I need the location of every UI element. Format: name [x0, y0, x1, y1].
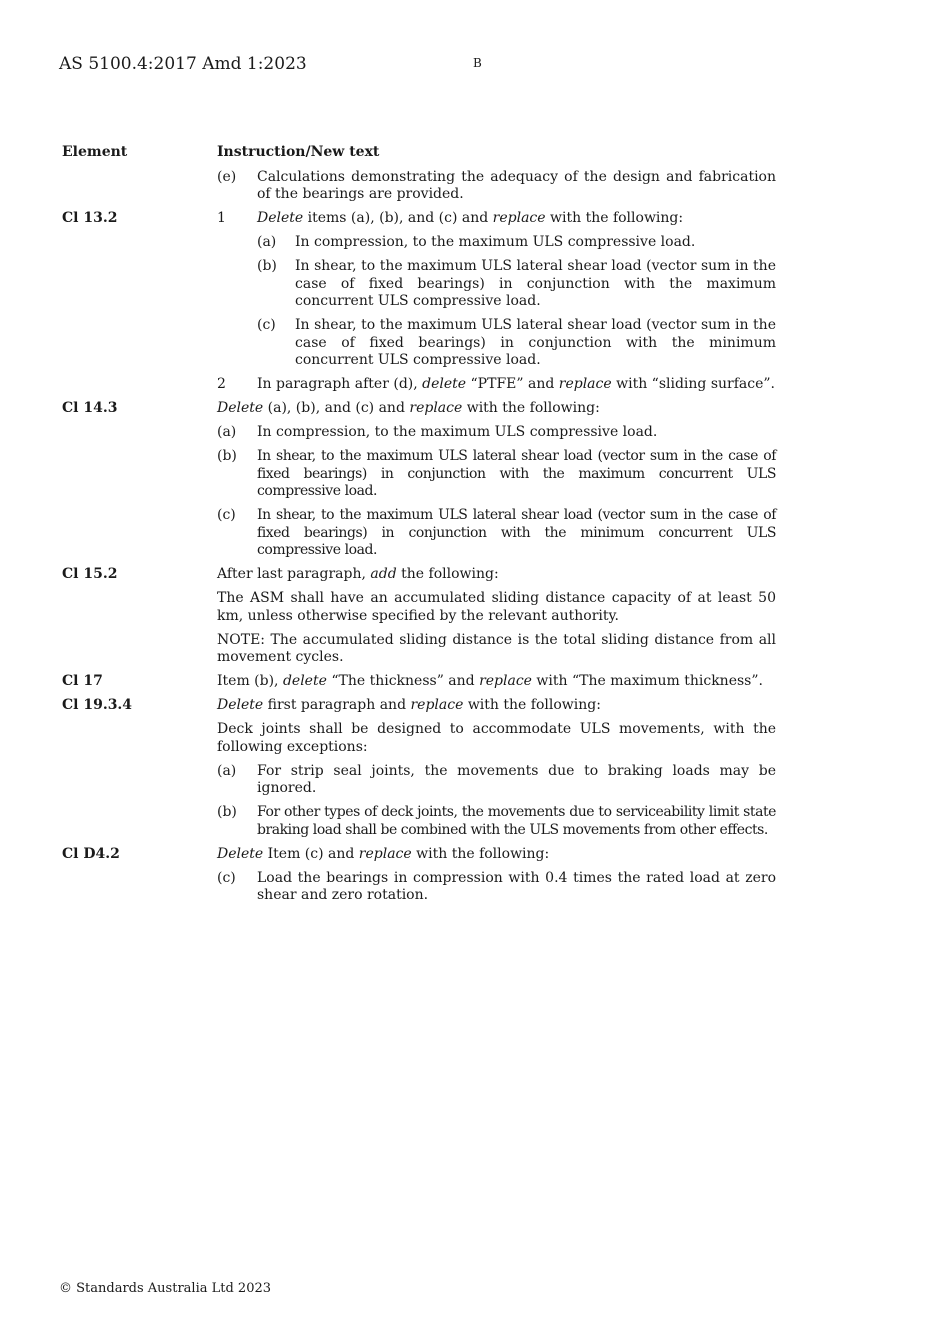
table-row: Cl 19.3.4 Delete first paragraph and replace with the following: Deck joints shall be designed to accommodate ULS movements, with the following exceptions: (a) For strip seal joints, the movements due to braking loads may be ignored. (b) For other types of deck joints, the movements due to serviceability limit state braking load shall be combined with the ULS movements from other effects. [62, 697, 776, 846]
element-cell: Cl 17 [62, 673, 103, 689]
page-letter: B [473, 56, 482, 70]
list-item: (a) In compression, to the maximum ULS compressive load. [257, 234, 696, 250]
list-item: (b) In shear, to the maximum ULS lateral shear load (vector sum in the case of fixed bearings) in conjunction with the maximum concurrent ULS compressive load. [257, 258, 776, 309]
copyright-footer: © Standards Australia Ltd 2023 [59, 1281, 272, 1296]
element-cell: Cl 13.2 [62, 210, 118, 226]
element-cell: Cl 19.3.4 [62, 697, 133, 713]
list-item: (c) In shear, to the maximum ULS lateral shear load (vector sum in the case of fixed bearings) in conjunction with the minimum concurrent ULS compressive load. [257, 317, 776, 368]
list-item: (c) Load the bearings in compression with 0.4 times the rated load at zero shear and zero rotation. [217, 869, 776, 903]
column-header-instruction: Instruction/New text [217, 144, 380, 160]
table-row [62, 210, 776, 400]
amendment-table [62, 144, 776, 911]
column-header-element: Element [62, 144, 128, 160]
list-item: (e) Calculations demonstrating the adequacy of the design and fabrication of the bearings are provided. [217, 168, 776, 202]
element-cell: Cl D4.2 [62, 845, 120, 862]
list-item: 2 In paragraph after (d), delete “PTFE” and replace with “sliding surface”. [217, 376, 775, 392]
list-item: (b) For other types of deck joints, the movements due to serviceability limit state braking load shall be combined with the ULS movements from other effects. [217, 804, 776, 838]
table-row: Cl 14.3 Delete (a), (b), and (c) and replace with the following: (a) In compression, to the maximum ULS compressive load. (b) In shear, to the maximum ULS lateral shear load (vector sum in the case of fixed bearings) in conjunction with the maximum concurrent ULS compressive load. (c) In shear, to the maximum ULS lateral shear load (vector sum in the case of fixed bearings) in conjunction with the minimum concurrent ULS compressive load. [62, 400, 776, 566]
list-item: (c) In shear, to the maximum ULS lateral shear load (vector sum in the case of fixed bearings) in conjunction with the minimum concurrent ULS compressive load. [217, 507, 776, 558]
list-item: (a) For strip seal joints, the movements due to braking loads may be ignored. [217, 762, 776, 796]
document-id: AS 5100.4:2017 Amd 1:2023 [59, 54, 307, 74]
table-row: Cl 17 Item (b), delete “The thickness” and replace with “The maximum thickness”. [62, 673, 776, 697]
table-header-row [62, 144, 776, 162]
table-row: Cl D4.2 Delete Item (c) and replace with the following: (c) Load the bearings in compression with 0.4 times the rated load at zero shear and zero rotation. [62, 846, 776, 912]
table-row [62, 169, 776, 211]
list-item: 1 Delete items (a), (b), and (c) and replace with the following: [217, 210, 684, 226]
list-item: (a) In compression, to the maximum ULS compressive load. [217, 424, 658, 440]
table-row: Cl 15.2 After last paragraph, add the following: The ASM shall have an accumulated sliding distance capacity of at least 50 km, unless otherwise specified by the relevant authority. NOTE: The accumulated sliding distance is the total sliding distance from all movement cycles. [62, 566, 776, 673]
note: NOTE: The accumulated sliding distance is the total sliding distance from all movement cycles. [217, 631, 776, 665]
element-cell: Cl 14.3 [62, 400, 118, 416]
element-cell: Cl 15.2 [62, 566, 118, 582]
list-item: (b) In shear, to the maximum ULS lateral shear load (vector sum in the case of fixed bearings) in conjunction with the maximum concurrent ULS compressive load. [217, 448, 776, 499]
